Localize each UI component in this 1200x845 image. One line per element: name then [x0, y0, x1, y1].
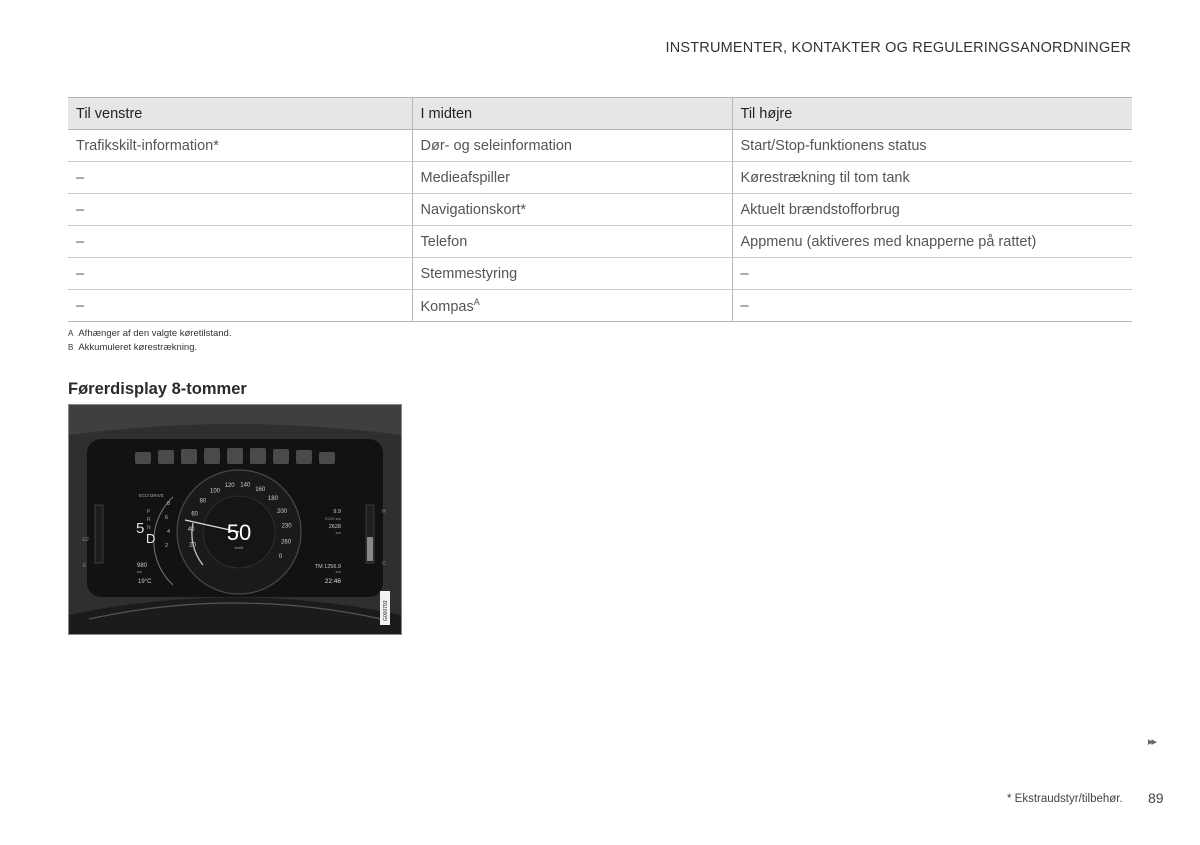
cell-left: –	[68, 258, 412, 290]
cell-left: –	[68, 226, 412, 258]
footnotes	[68, 327, 232, 355]
range-unit: km	[335, 530, 341, 535]
tachometer-tick-label: 6	[165, 515, 169, 521]
speedometer-tick-label: 40	[187, 526, 195, 533]
speedometer-tick-label: 20	[189, 542, 196, 549]
table-row	[68, 130, 1132, 162]
cell-right: Appmenu (aktiveres med knapperne på rattet)	[732, 226, 1132, 258]
controls-table	[68, 97, 1132, 322]
speedometer-tick-label: 260	[281, 539, 292, 546]
odometer-unit: km	[137, 569, 143, 574]
footnote-mark: B	[68, 343, 74, 352]
cell-right: –	[732, 290, 1132, 322]
trip-meter: TM 1256.9	[314, 564, 341, 570]
next-page-marker: ▸▸	[1148, 736, 1156, 748]
table-row	[68, 258, 1132, 290]
consumption-value: 9.9	[333, 509, 341, 515]
fuel-gauge-empty-mark: E	[83, 563, 87, 569]
cell-left: –	[68, 290, 412, 322]
table-row	[68, 194, 1132, 226]
speedometer-tick-label: 160	[255, 487, 266, 493]
cell-middle-text: Medieafspiller	[420, 169, 510, 186]
tachometer-tick-label: 2	[165, 543, 169, 549]
speedometer-tick-label: 80	[199, 498, 207, 505]
range-value: 2628	[328, 524, 341, 530]
vent-row	[135, 448, 335, 464]
speedometer-tick-label: 140	[240, 482, 251, 489]
tachometer-tick-label: 8	[167, 501, 171, 507]
footnote	[68, 341, 232, 355]
eco-drive-label: ECO DRIVE	[139, 493, 164, 498]
cell-middle-text: Stemmestyring	[420, 265, 518, 282]
speed-unit: km/h	[234, 545, 244, 550]
gear-letter: P	[147, 509, 151, 515]
clock: 22:46	[324, 578, 341, 585]
trip-unit: km	[335, 569, 341, 574]
table-row	[68, 226, 1132, 258]
speedometer-tick-label: 60	[191, 511, 199, 518]
tachometer-tick-label: 4	[167, 529, 171, 535]
cell-middle	[412, 130, 732, 162]
cell-middle-text: Kompas	[420, 298, 474, 315]
cell-middle	[412, 290, 732, 322]
odometer: 980	[137, 563, 148, 569]
speedometer-tick-label: 120	[224, 482, 235, 489]
speed-readout: 50	[226, 520, 252, 545]
figure-code: G000793	[383, 600, 389, 621]
cell-middle	[412, 194, 732, 226]
speedometer-tick-label: 0	[278, 554, 283, 560]
cell-middle	[412, 162, 732, 194]
gear-letter: R	[147, 517, 151, 523]
speedometer-tick-label: 100	[209, 488, 221, 495]
cell-middle-text: Telefon	[420, 233, 468, 250]
cell-middle-text: Dør- og seleinformation	[420, 137, 572, 154]
cell-right: Aktuelt brændstofforbrug	[732, 194, 1132, 226]
page-number: 89	[1148, 790, 1164, 806]
cell-middle	[412, 258, 732, 290]
cell-left: Trafikskilt-information*	[68, 130, 412, 162]
table-header-row	[68, 98, 1132, 130]
cell-right: Start/Stop-funktionens status	[732, 130, 1132, 162]
footnote-text: Akkumuleret kørestrækning.	[78, 342, 198, 353]
column-header-right: Til højre	[732, 98, 1132, 130]
speedometer-tick-label: 200	[276, 508, 288, 515]
cell-right: Kørestrækning til tom tank	[732, 162, 1132, 194]
table-row	[68, 290, 1132, 322]
footnote-mark: A	[68, 329, 74, 338]
gear-selected: D	[146, 531, 156, 546]
footer-note: * Ekstraudstyr/tilbehør.	[1007, 793, 1123, 805]
temp-gauge-hot-mark: H	[382, 509, 386, 515]
outside-temperature: 19°C	[138, 579, 152, 585]
speedometer-tick-label: 230	[281, 523, 292, 530]
footnote-reference: A	[473, 296, 480, 307]
consumption-unit: ℓ/100 km	[325, 516, 341, 521]
footnote	[68, 327, 232, 341]
running-head: INSTRUMENTER, KONTAKTER OG REGULERINGSANORDNINGER	[665, 40, 1131, 56]
gear-letter: N	[147, 525, 151, 531]
fuel-gauge-half-mark: 1/2	[82, 537, 89, 543]
temperature-gauge	[366, 505, 374, 563]
cell-right: –	[732, 258, 1132, 290]
column-header-middle: I midten	[412, 98, 732, 130]
gear-number: 5	[136, 520, 145, 537]
cell-left: –	[68, 194, 412, 226]
footnote-text: Afhænger af den valgte køretilstand.	[78, 328, 232, 339]
speedometer-tick-label: 180	[267, 496, 278, 503]
cell-left: –	[68, 162, 412, 194]
cell-middle-text: Navigationskort*	[420, 201, 527, 218]
temp-gauge-cold-mark: C	[382, 561, 386, 567]
section-heading: Førerdisplay 8-tommer	[68, 380, 247, 398]
column-header-left: Til venstre	[68, 98, 412, 130]
cell-middle	[412, 226, 732, 258]
table-row	[68, 162, 1132, 194]
fuel-gauge	[95, 505, 103, 563]
driver-display-figure	[68, 404, 402, 635]
